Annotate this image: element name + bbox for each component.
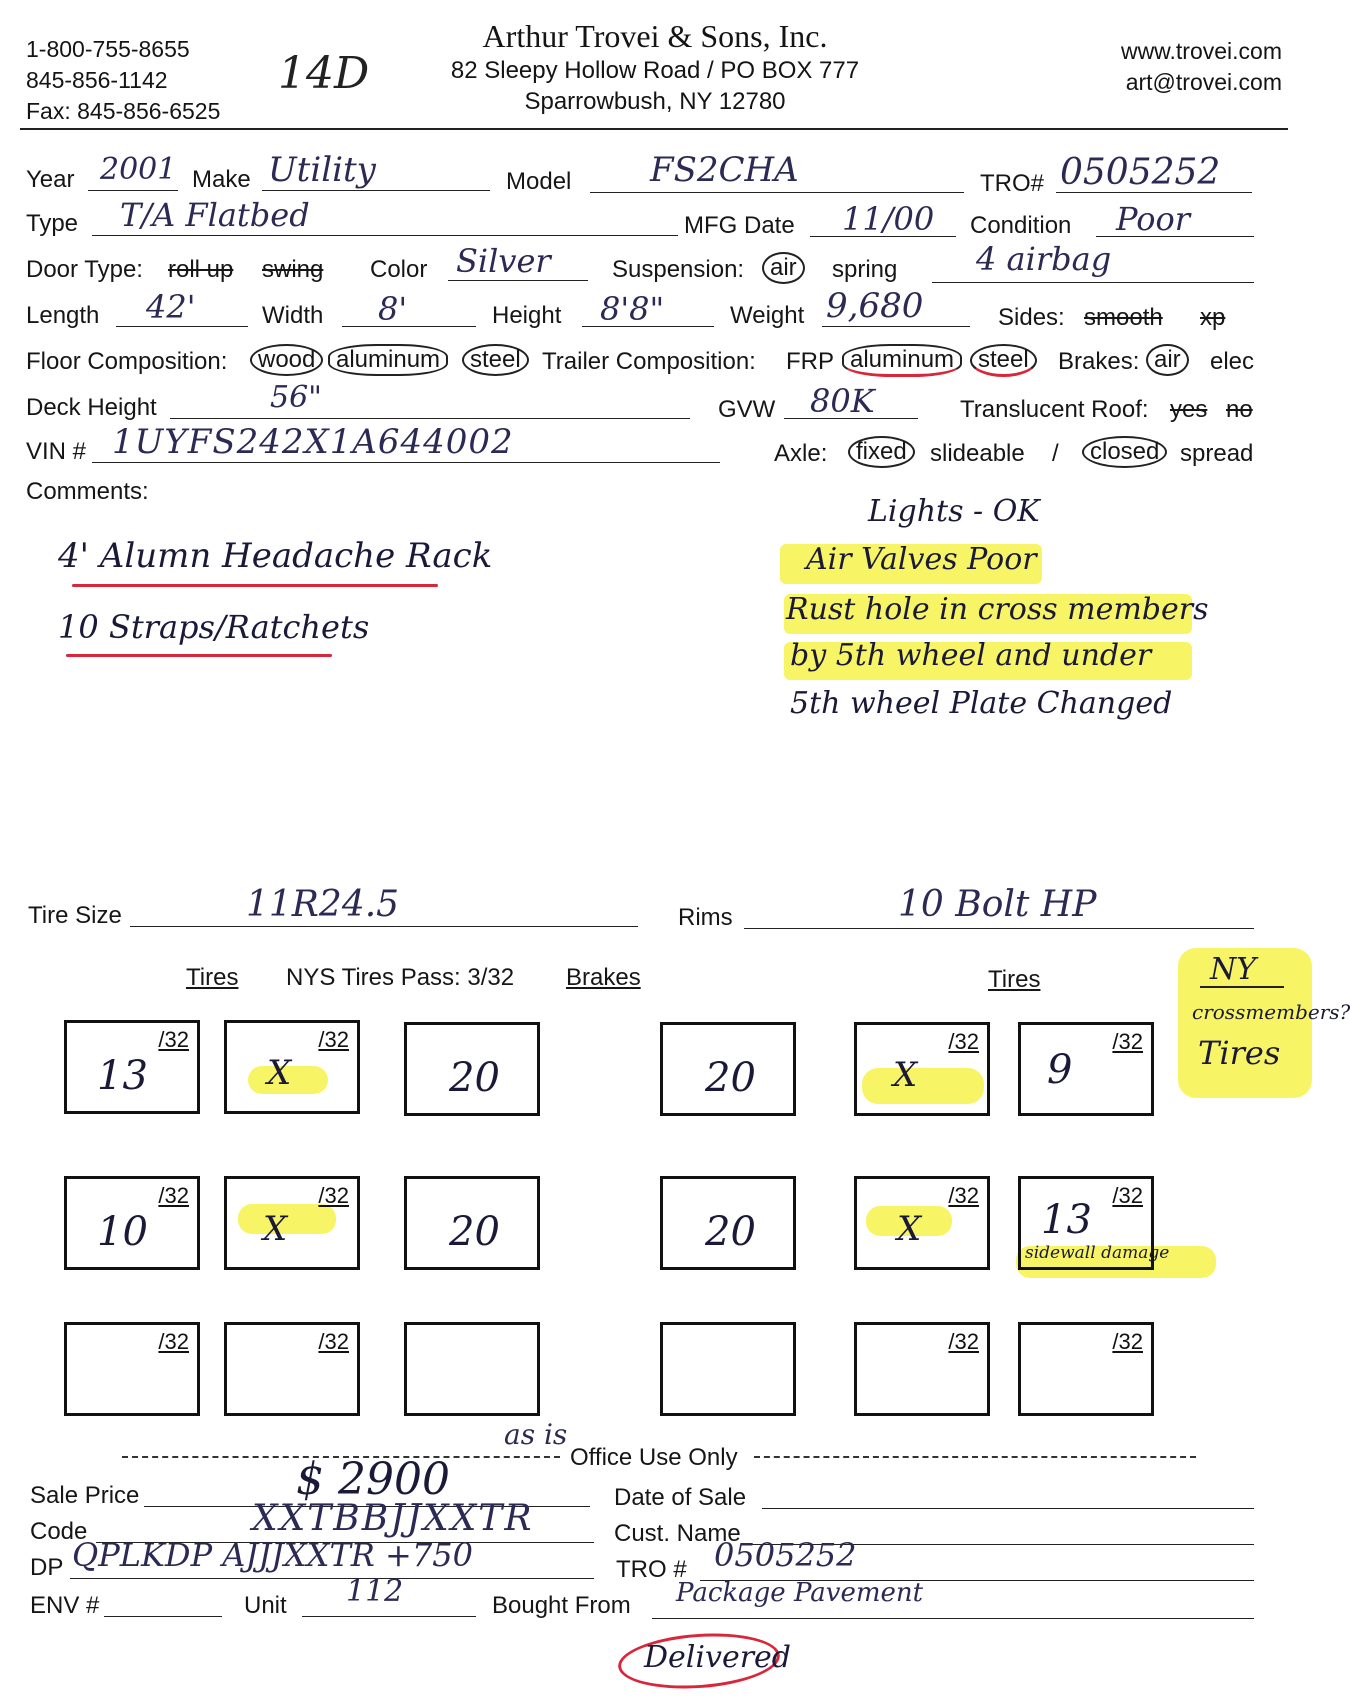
label-door-type: Door Type: [26, 256, 143, 283]
tire-box-r3-left-inner[interactable] [224, 1322, 360, 1416]
side-note-tires: Tires [1198, 1034, 1281, 1072]
line-gvw [784, 418, 918, 419]
label-width: Width [262, 302, 324, 329]
line-height [582, 326, 714, 327]
tire-box-r2-right-outer[interactable] [1018, 1176, 1170, 1270]
value-year[interactable]: 2001 [100, 152, 177, 187]
fraction-label: /32 [948, 1183, 979, 1208]
line-deck-height [170, 418, 690, 419]
value-condition[interactable]: Poor [1116, 200, 1191, 238]
fraction-label: /32 [318, 1329, 349, 1354]
label-suspension: Suspension: [612, 256, 745, 283]
label-make: Make [192, 166, 251, 193]
value-rims[interactable]: 10 Bolt HP [898, 884, 1097, 925]
fraction-label: /32 [158, 1329, 189, 1354]
door-option-swing[interactable]: swing [262, 256, 324, 283]
company-address-line1: 82 Sleepy Hollow Road / PO BOX 777 [450, 57, 860, 84]
label-trailer-composition: Trailer Composition: [542, 348, 756, 375]
value-tro-office[interactable]: 0505252 [714, 1536, 857, 1574]
label-date-of-sale: Date of Sale [614, 1484, 747, 1511]
value-make[interactable]: Utility [268, 150, 376, 190]
axle-option-slideable[interactable]: slideable [930, 440, 1025, 467]
brake-box-r1-left[interactable] [404, 1022, 540, 1116]
label-color: Color [370, 256, 428, 283]
label-tro-office: TRO # [616, 1556, 687, 1583]
value-type[interactable]: T/A Flatbed [120, 196, 310, 234]
label-code: Code [30, 1518, 88, 1545]
brake-value: 20 [449, 1209, 500, 1255]
line-bought-from [652, 1618, 1254, 1619]
contact-block [26, 34, 220, 127]
label-gvw: GVW [718, 396, 776, 423]
label-unit: Unit [244, 1592, 287, 1619]
label-sides: Sides: [998, 304, 1065, 331]
tire-box-r2-left-inner[interactable] [224, 1176, 360, 1270]
value-mfg-date[interactable]: 11/00 [842, 200, 935, 238]
label-deck-height: Deck Height [26, 394, 157, 421]
company-name: Arthur Trovei & Sons, Inc. [482, 18, 828, 54]
suspension-option-air[interactable]: air [762, 252, 805, 284]
value-bought-from[interactable]: Package Pavement [676, 1578, 924, 1608]
fraction-label: /32 [158, 1183, 189, 1208]
axle-option-fixed[interactable]: fixed [848, 436, 915, 468]
value-length[interactable]: 42' [146, 288, 196, 326]
trailer-option-steel[interactable]: steel [970, 344, 1037, 377]
office-divider-right [754, 1456, 1196, 1458]
fraction-label: /32 [318, 1183, 349, 1208]
label-cust-name: Cust. Name [614, 1520, 741, 1547]
floor-option-steel[interactable]: steel [462, 344, 529, 376]
value-suspension-note[interactable]: 4 airbag [976, 240, 1112, 278]
suspension-option-spring[interactable]: spring [832, 256, 898, 283]
brake-box-r2-right[interactable] [660, 1176, 796, 1270]
line-dp [70, 1578, 594, 1579]
fraction-label: /32 [318, 1027, 349, 1052]
tire-box-r1-left-inner[interactable] [224, 1020, 360, 1114]
label-type: Type [26, 210, 79, 237]
comment-right-3: Rust hole in cross members [786, 592, 1209, 627]
label-length: Length [26, 302, 100, 329]
value-gvw[interactable]: 80K [810, 382, 875, 420]
heading-brakes: Brakes [566, 964, 641, 991]
label-tro: TRO# [980, 170, 1045, 197]
line-year [88, 190, 178, 191]
fraction-label: /32 [948, 1329, 979, 1354]
tire-box-r3-right-inner[interactable] [854, 1322, 990, 1416]
value-height[interactable]: 8'8" [600, 290, 665, 328]
brakes-option-elec[interactable]: elec [1210, 348, 1255, 375]
tire-box-r1-right-inner[interactable] [854, 1022, 990, 1116]
phone-tollfree: 1-800-755-8655 [26, 36, 190, 62]
floor-option-aluminum[interactable]: aluminum [328, 344, 448, 376]
brake-value: 20 [705, 1055, 756, 1101]
label-tire-size: Tire Size [28, 902, 122, 929]
label-year: Year [26, 166, 75, 193]
label-env: ENV # [30, 1592, 100, 1619]
label-dp: DP [30, 1554, 64, 1581]
tire-depth: 13 [1041, 1197, 1092, 1243]
fax-number: Fax: 845-856-6525 [26, 98, 221, 124]
email: art@trovei.com [1125, 69, 1282, 95]
line-weight [822, 326, 970, 327]
tire-depth: X [263, 1209, 288, 1249]
trailer-option-frp[interactable]: FRP [786, 348, 834, 375]
line-rims [744, 928, 1254, 929]
value-tire-size[interactable]: 11R24.5 [246, 884, 400, 925]
tire-depth: 10 [97, 1209, 148, 1255]
as-is-note: as is [504, 1418, 568, 1451]
line-condition [1096, 236, 1254, 237]
heading-tires-left: Tires [186, 964, 239, 991]
tire-box-r1-left-outer[interactable] [64, 1020, 200, 1114]
fraction-label: /32 [948, 1029, 979, 1054]
website: www.trovei.com [1120, 38, 1282, 64]
comment-right-5: 5th wheel Plate Changed [790, 686, 1173, 721]
comment-left-2: 10 Straps/Ratchets [58, 608, 370, 646]
line-tro [1056, 192, 1252, 193]
label-weight: Weight [730, 302, 805, 329]
header-rule [20, 128, 1288, 130]
tire-depth: X [267, 1053, 292, 1093]
fraction-label: /32 [158, 1027, 189, 1052]
office-use-heading: Office Use Only [570, 1444, 738, 1471]
line-width [342, 326, 476, 327]
tire-depth: X [897, 1209, 922, 1249]
label-comments: Comments: [26, 478, 149, 505]
value-unit[interactable]: 112 [346, 1574, 404, 1609]
axle-option-closed[interactable]: closed [1082, 436, 1167, 468]
brake-box-r1-right[interactable] [660, 1022, 796, 1116]
tire-box-r2-right-inner[interactable] [854, 1176, 990, 1270]
value-deck-height[interactable]: 56" [270, 380, 322, 415]
web-block [1121, 36, 1282, 98]
value-width[interactable]: 8' [378, 290, 408, 328]
brake-value: 20 [705, 1209, 756, 1255]
brake-box-r3-left[interactable] [404, 1322, 540, 1416]
trailer-option-aluminum[interactable]: aluminum [842, 344, 962, 377]
axle-option-spread[interactable]: spread [1180, 440, 1254, 467]
comment-left-1: 4' Alumn Headache Rack [58, 536, 493, 576]
phone-local: 845-856-1142 [26, 67, 168, 93]
handwritten-note-14d: 14D [278, 48, 370, 99]
line-model [590, 192, 964, 193]
tire-depth: X [893, 1055, 918, 1095]
line-type [92, 235, 678, 236]
line-length [116, 326, 248, 327]
line-date-of-sale [762, 1508, 1254, 1509]
heading-tires-right: Tires [988, 966, 1041, 993]
value-dp[interactable]: QPLKDP AJJJXXTR +750 [72, 1536, 473, 1574]
sides-option-xp[interactable]: xp [1200, 304, 1226, 331]
roof-option-yes[interactable]: yes [1170, 396, 1208, 423]
value-color[interactable]: Silver [456, 242, 551, 280]
line-unit [302, 1616, 476, 1617]
heading-nys-pass: NYS Tires Pass: 3/32 [286, 964, 515, 991]
brakes-option-air[interactable]: air [1146, 344, 1189, 376]
brake-value: 20 [449, 1055, 500, 1101]
company-block [420, 18, 890, 117]
side-note-ny-underline [1200, 986, 1284, 988]
label-height: Height [492, 302, 562, 329]
comment-right-2: Air Valves Poor [806, 542, 1037, 577]
sides-option-smooth[interactable]: smooth [1084, 304, 1163, 331]
line-env [104, 1616, 222, 1617]
door-option-rollup[interactable]: roll up [168, 256, 234, 283]
value-sale-price[interactable]: $ 2900 [296, 1454, 450, 1505]
delivered-note: Delivered [644, 1640, 791, 1675]
axle-separator: / [1052, 440, 1059, 467]
company-address-line2: Sparrowbush, NY 12780 [524, 88, 786, 115]
label-sale-price: Sale Price [30, 1482, 140, 1509]
floor-option-wood[interactable]: wood [250, 344, 323, 376]
tire-depth: 9 [1047, 1047, 1073, 1093]
comment-right-1: Lights - OK [868, 494, 1040, 529]
line-mfg-date [810, 236, 956, 237]
line-tire-size [130, 926, 638, 927]
fraction-label: /32 [1112, 1183, 1143, 1208]
roof-option-no[interactable]: no [1226, 396, 1253, 423]
value-vin[interactable]: 1UYFS242X1A644002 [112, 422, 514, 462]
line-make [262, 190, 490, 191]
label-axle: Axle: [774, 440, 828, 467]
fraction-label: /32 [1112, 1329, 1143, 1354]
brake-box-r3-right[interactable] [660, 1322, 796, 1416]
value-code[interactable]: XXTBBJJXXTR [252, 1498, 534, 1539]
tire-box-r3-left-outer[interactable] [64, 1322, 200, 1416]
label-translucent-roof: Translucent Roof: [960, 396, 1149, 423]
label-bought-from: Bought From [492, 1592, 631, 1619]
label-condition: Condition [970, 212, 1072, 239]
comment-left-1-underline [72, 584, 438, 587]
side-note-crossmembers: crossmembers? [1192, 1000, 1350, 1024]
label-floor-composition: Floor Composition: [26, 348, 228, 375]
line-vin [92, 462, 720, 463]
value-weight[interactable]: 9,680 [826, 286, 924, 326]
label-brakes: Brakes: [1058, 348, 1140, 375]
tire-box-r1-right-outer[interactable] [1018, 1022, 1154, 1116]
label-rims: Rims [678, 904, 733, 931]
comment-left-2-underline [66, 654, 332, 657]
value-tro[interactable]: 0505252 [1060, 152, 1221, 193]
line-color [448, 280, 588, 281]
brake-box-r2-left[interactable] [404, 1176, 540, 1270]
value-model[interactable]: FS2CHA [650, 150, 799, 190]
tire-box-r2-left-outer[interactable] [64, 1176, 200, 1270]
tire-box-r3-right-outer[interactable] [1018, 1322, 1154, 1416]
label-model: Model [506, 168, 572, 195]
label-vin: VIN # [26, 438, 87, 465]
comment-right-4: by 5th wheel and under [790, 638, 1152, 673]
tire-depth: 13 [97, 1053, 148, 1099]
sidewall-damage-note: sidewall damage [1025, 1243, 1170, 1263]
fraction-label: /32 [1112, 1029, 1143, 1054]
side-note-ny: NY [1210, 952, 1257, 987]
label-mfg-date: MFG Date [684, 212, 795, 239]
line-suspension [932, 282, 1254, 283]
